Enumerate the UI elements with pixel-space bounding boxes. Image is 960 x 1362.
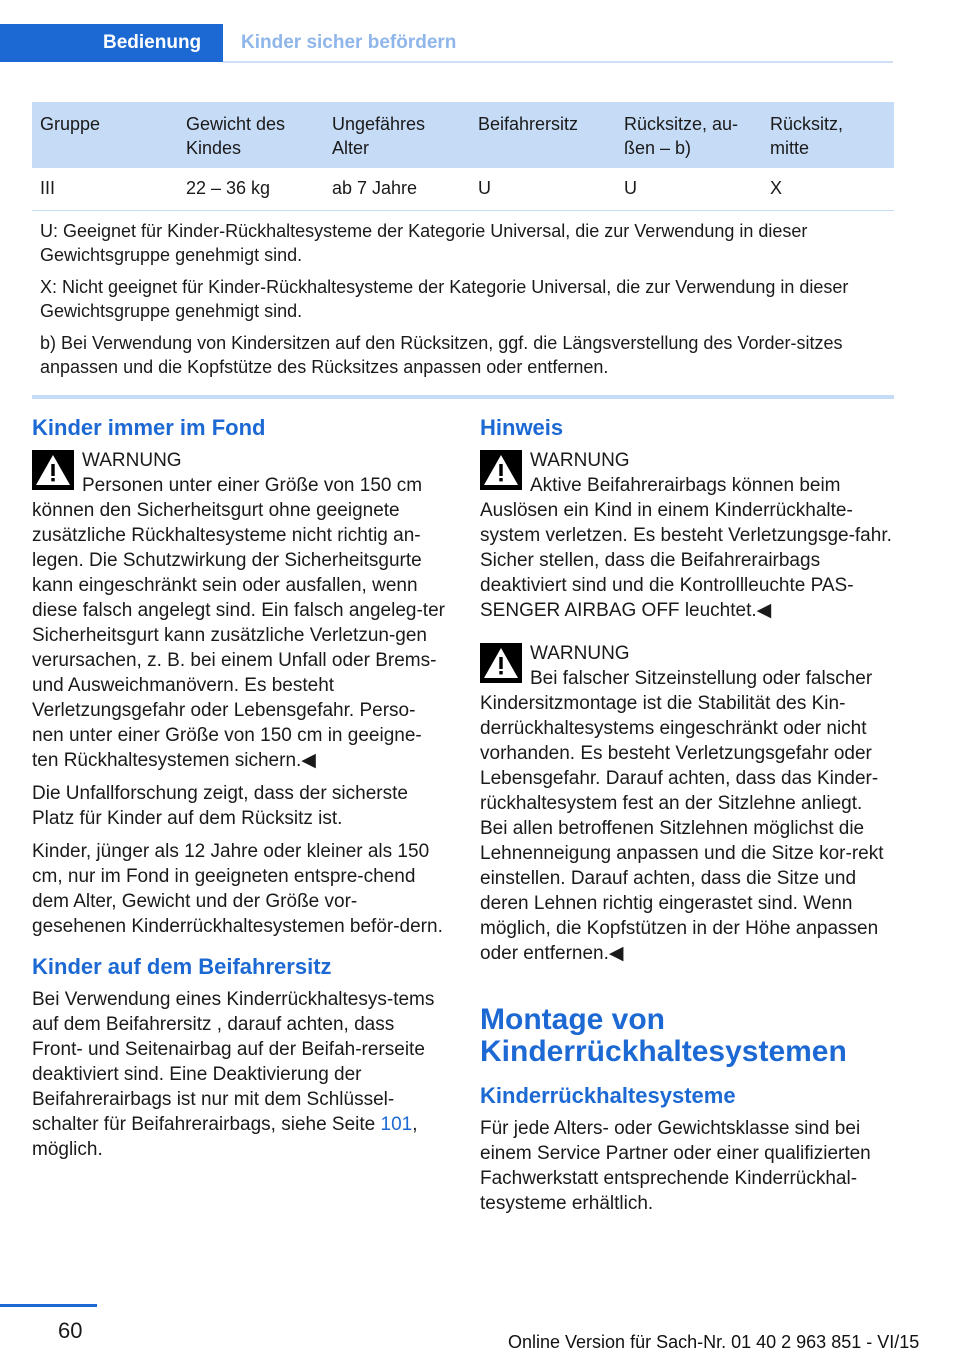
tab-underline	[223, 61, 893, 63]
table-cell: U	[470, 168, 616, 211]
right-column	[480, 414, 895, 1224]
paragraph-text: Bei Verwendung eines Kinderrückhaltesys-tems auf dem Beifahrersitz , darauf achten, dass Front- und Seitenairbag auf der Beifah-rerseite deaktiviert sind. Eine Deaktivierung der Beifahrerairbags ist nur mit dem Schlüssel-schalter für Beifahrerairbags, siehe Seite	[32, 989, 435, 1135]
warning-text: Aktive Beifahrerairbags können beim Auslösen ein Kind in einem Kinderrückhalte-system verletzen. Es besteht Verletzungsge-fahr. Sicher stellen, dass die Beifahrerairbags deaktiviert sind und die Kontrollleuchte PAS-SENGER AIRBAG OFF leuchtet.◀	[480, 475, 892, 621]
page-number: 60	[58, 1318, 83, 1343]
warning-block	[480, 448, 895, 623]
table-cell: X	[762, 168, 894, 211]
warning-block	[480, 641, 895, 966]
paragraph: Kinder, jünger als 12 Jahre oder kleiner als 150 cm, nur im Fond in geeigneten entspre-chend dem Alter, Gewicht und der Größe vor-gesehenen Kinderrückhaltesystemen beför-dern.	[32, 841, 443, 937]
table-header-cell: Beifahrersitz	[470, 102, 616, 168]
table-cell: III	[32, 168, 178, 211]
left-column	[32, 414, 447, 1170]
heading-kinder-fond: Kinder immer im Fond	[32, 415, 266, 440]
warning-text: Bei falscher Sitzeinstellung oder falscher Kindersitzmontage ist die Stabilität des Kin-derrückhaltesystems eingeschränkt oder nicht vorhanden. Es besteht Verletzungsgefahr oder Lebensgefahr. Darauf achten, dass das Kinder-rückhaltesystem fest an der Sitzlehne anliegt. Bei allen betroffenen Sitzlehnen möglichst die Lehnenneigung anpassen und die Sitze kor-rekt einstellen. Darauf achten, dass die Sitze und deren Lehnen richtig eingerastet sind. Wenn möglich, die Kopfstützen in der Höhe anpassen oder entfernen.◀	[480, 668, 884, 964]
table-header-cell: Rücksitze, au-ßen – b)	[616, 102, 762, 168]
warning-title: WARNUNG	[530, 450, 630, 471]
warning-triangle-icon	[480, 643, 522, 683]
paragraph-text: , möglich.	[32, 1114, 418, 1160]
table-cell: ab 7 Jahre	[324, 168, 470, 211]
tab-bedienung[interactable]: Bedienung	[0, 24, 223, 62]
warning-block	[32, 448, 447, 773]
online-version-text: Online Version für Sach-Nr. 01 40 2 963 851 - VI/15	[508, 1332, 920, 1352]
table-header-cell: Rücksitz, mitte	[762, 102, 894, 168]
table-cell: 22 – 36 kg	[178, 168, 324, 211]
table-header-cell: Gewicht des Kindes	[178, 102, 324, 168]
paragraph: Für jede Alters- oder Gewichtsklasse sind bei einem Service Partner oder einer qualifizierten Fachwerkstatt entsprechende Kinderrückhal-tesysteme erhältlich.	[480, 1118, 871, 1214]
tab-kinder-sicher[interactable]: Kinder sicher befördern	[241, 32, 457, 53]
note-b: b) Bei Verwendung von Kindersitzen auf den Rücksitzen, ggf. die Längsverstellung des Vorder-sitzes anpassen und die Kopfstütze des Rücksitzes anpassen oder entfernen.	[40, 333, 843, 377]
note-x: X: Nicht geeignet für Kinder-Rückhaltesysteme der Kategorie Universal, die zur Verwendung in dieser Gewichtsgruppe genehmigt sind.	[40, 277, 849, 321]
group-table	[32, 102, 894, 399]
table-cell: U	[616, 168, 762, 211]
note-u: U: Geeignet für Kinder-Rückhaltesysteme der Kategorie Universal, die zur Verwendung in dieser Gewichtsgruppe genehmigt sind.	[40, 221, 808, 265]
warning-title: WARNUNG	[530, 643, 630, 664]
table-header-cell: Ungefähres Alter	[324, 102, 470, 168]
footer-line	[0, 1304, 97, 1307]
warning-triangle-icon	[480, 450, 522, 490]
paragraph: Die Unfallforschung zeigt, dass der sicherste Platz für Kinder auf dem Rücksitz ist.	[32, 783, 408, 829]
page-reference-link[interactable]: 101	[380, 1114, 413, 1135]
header-tabs	[0, 24, 893, 62]
heading-kinderrueckhaltesysteme: Kinderrückhaltesysteme	[480, 1083, 736, 1108]
warning-triangle-icon	[32, 450, 74, 490]
warning-title: WARNUNG	[82, 450, 182, 471]
heading-beifahrersitz: Kinder auf dem Beifahrersitz	[32, 954, 332, 979]
section-title: Montage von Kinderrückhaltesystemen	[480, 1003, 847, 1068]
table-header-row	[32, 102, 894, 168]
table-row	[32, 168, 894, 211]
table-notes	[32, 211, 894, 398]
heading-hinweis: Hinweis	[480, 415, 564, 440]
paragraph	[32, 987, 447, 1162]
warning-text: Personen unter einer Größe von 150 cm können den Sicherheitsgurt ohne geeignete zusätzliche Rückhaltesysteme nicht richtig an-legen. Die Schutzwirkung der Sicherheitsgurte kann eingeschränkt sein oder ausfallen, wenn diese falsch angelegt sind. Ein falsch angeleg-ter Sicherheitsgurt kann zusätzliche Verletzun-gen verursachen, z. B. bei einem Unfall oder Brems- und Ausweichmanövern. Es besteht Verletzungsgefahr oder Lebensgefahr. Perso-nen unter einer Größe von 150 cm in geeigne-ten Rückhaltesystemen sichern.◀	[32, 475, 445, 771]
table-header-cell: Gruppe	[32, 102, 178, 168]
